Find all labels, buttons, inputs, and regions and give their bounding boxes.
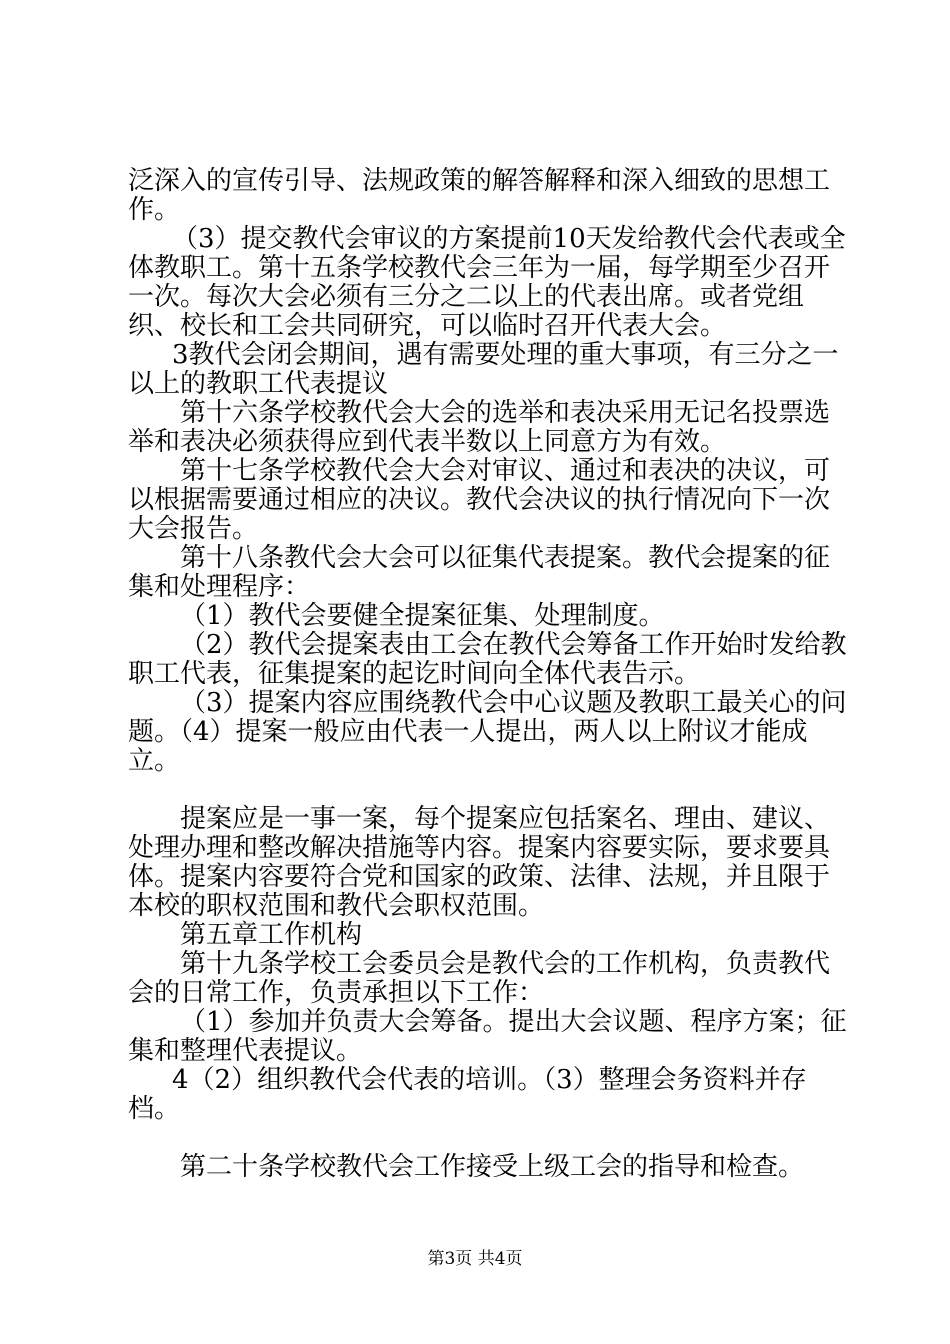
paragraph: 第二十条学校教代会工作接受上级工会的指导和检查。 (180, 1152, 805, 1182)
paragraph: 第十七条学校教代会大会对审议、通过和表决的决议，可以根据需要通过相应的决议。教代会决议的执行情况向下一次大会报告。 (128, 456, 831, 544)
chapter-heading: 第五章工作机构 (180, 920, 363, 950)
page-number-footer: 第3页 共4页 (427, 1249, 523, 1269)
paragraph: （3）提案内容应围绕教代会中心议题及教职工最关心的问题。（4）提案一般应由代表一人提出，两人以上附议才能成立。 (128, 688, 847, 776)
paragraph: 3教代会闭会期间，遇有需要处理的重大事项，有三分之一以上的教职工代表提议 (128, 340, 839, 399)
paragraph: （1）参加并负责大会筹备。提出大会议题、程序方案；征集和整理代表提议。 (128, 1007, 847, 1066)
paragraph: 提案应是一事一案，每个提案应包括案名、理由、建议、处理办理和整改解决措施等内容。提案内容要实际，要求要具体。提案内容要符合党和国家的政策、法律、法规，并且限于本校的职权范围和教代会职权范围。 (128, 804, 831, 921)
paragraph: 4（2）组织教代会代表的培训。（3）整理会务资料并存档。 (128, 1065, 807, 1124)
paragraph: （1）教代会要健全提案征集、处理制度。 (180, 601, 665, 631)
paragraph: 第十八条教代会大会可以征集代表提案。教代会提案的征集和处理程序： (128, 543, 831, 602)
paragraph: （3）提交教代会审议的方案提前10天发给教代会代表或全体教职工。第十五条学校教代会三年为一届，每学期至少召开一次。每次大会必须有三分之二以上的代表出席。或者党组织、校长和工会共同研究，可以临时召开代表大会。 (128, 224, 846, 341)
paragraph: （2）教代会提案表由工会在教代会筹备工作开始时发给教职工代表，征集提案的起讫时间向全体代表告示。 (128, 630, 847, 689)
paragraph: 第十九条学校工会委员会是教代会的工作机构，负责教代会的日常工作，负责承担以下工作： (128, 949, 831, 1008)
paragraph: 第十六条学校教代会大会的选举和表决采用无记名投票选举和表决必须获得应到代表半数以上同意方为有效。 (128, 398, 831, 457)
paragraph: 泛深入的宣传引导、法规政策的解答解释和深入细致的思想工作。 (128, 166, 831, 225)
document-body (128, 167, 848, 1182)
